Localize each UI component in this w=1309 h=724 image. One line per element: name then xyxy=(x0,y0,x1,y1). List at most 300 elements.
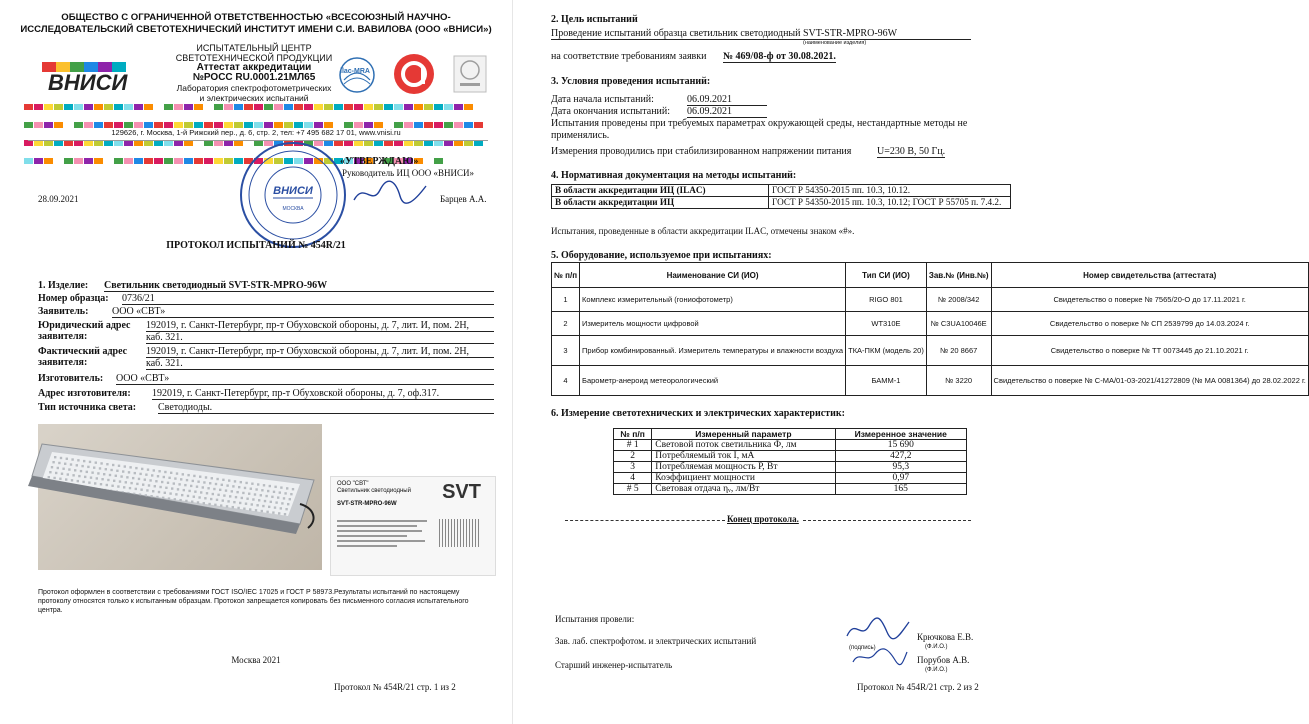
measurement-value: 165 xyxy=(835,484,966,495)
led-dot xyxy=(74,469,76,471)
led-dot xyxy=(241,497,243,499)
led-dot xyxy=(290,493,292,495)
led-dot xyxy=(126,476,128,478)
equipment-cert: Свидетельство о поверке № СП 2539799 до 14.03.2024 г. xyxy=(991,312,1308,336)
led-dot xyxy=(183,489,185,491)
item-value: Светильник светодиодный SVT-STR-MPRO-96W xyxy=(104,280,494,292)
led-dot xyxy=(250,488,252,490)
led-dot xyxy=(171,487,173,489)
led-dot xyxy=(231,490,233,492)
normative-area: В области аккредитации ИЦ xyxy=(552,197,769,209)
legal-address-value xyxy=(146,320,494,344)
led-dot xyxy=(48,476,50,478)
led-dot xyxy=(177,488,179,490)
led-dot xyxy=(179,499,181,501)
led-dot xyxy=(135,488,137,490)
led-dot xyxy=(192,480,194,482)
led-dot xyxy=(112,464,114,466)
led-dot xyxy=(180,478,182,480)
led-dot xyxy=(188,490,190,492)
led-dot xyxy=(128,471,130,473)
led-dot xyxy=(187,495,189,497)
equipment-type: ТКА-ПКМ (модель 20) xyxy=(846,336,927,366)
equipment-name: Прибор комбинированный. Измеритель температуры и влажности воздуха xyxy=(580,336,846,366)
applicant-label: Заявитель: xyxy=(38,306,89,317)
led-dot xyxy=(175,493,177,495)
lab-line-1: Лаборатория спектрофотометрических xyxy=(176,83,332,93)
legal-address-line-1: 192019, г. Санкт-Петербург, пр-т Обуховской обороны, д. 7, лит. И, пом. 2Н, xyxy=(146,320,494,332)
led-dot xyxy=(279,491,281,493)
led-dot xyxy=(267,490,269,492)
measurement-number: 2 xyxy=(614,451,652,462)
logo-text: ВНИСИ xyxy=(48,70,128,95)
led-dot xyxy=(152,490,154,492)
led-dot xyxy=(80,470,82,472)
led-dot xyxy=(109,474,111,476)
city-year: Москва 2021 xyxy=(231,655,281,665)
led-dot xyxy=(144,478,146,480)
item-label: 1. Изделие: xyxy=(38,280,89,291)
led-dot xyxy=(245,482,247,484)
equipment-name: Барометр-анероид метеорологический xyxy=(580,366,846,396)
led-dot xyxy=(277,496,279,498)
accreditation-label: Аттестат аккредитации xyxy=(196,62,312,73)
led-dot xyxy=(196,486,198,488)
led-dot xyxy=(110,469,112,471)
led-dot xyxy=(105,468,107,470)
led-dot xyxy=(125,481,127,483)
led-dot xyxy=(239,502,241,504)
applicant-value: ООО «СВТ» xyxy=(112,306,494,318)
led-dot xyxy=(280,486,282,488)
box-label-model: SVT-STR-MPRO-96W xyxy=(337,501,397,507)
led-dot xyxy=(124,465,126,467)
end-date-value: 06.09.2021 xyxy=(687,106,767,118)
box-label-specs xyxy=(337,517,437,550)
led-dot xyxy=(181,494,183,496)
led-dot xyxy=(138,478,140,480)
led-dot xyxy=(165,487,167,489)
led-dot xyxy=(198,496,200,498)
led-dot xyxy=(146,489,148,491)
led-dot xyxy=(99,467,101,469)
page-2 xyxy=(512,0,1306,724)
led-dot xyxy=(213,488,215,490)
led-dot xyxy=(234,480,236,482)
approver-name: Барцев А.А. xyxy=(440,194,487,204)
equipment-n: 4 xyxy=(552,366,580,396)
measurement-number: 4 xyxy=(614,473,652,484)
equipment-row xyxy=(552,336,1309,366)
led-dot xyxy=(245,503,247,505)
led-dot xyxy=(186,479,188,481)
led-dot xyxy=(103,473,105,475)
measurement-parameter: Потребляемый ток I, мА xyxy=(652,451,835,462)
led-dot xyxy=(244,487,246,489)
conducted-label: Испытания провели: xyxy=(555,614,635,624)
led-dot xyxy=(151,474,153,476)
led-dot xyxy=(249,508,251,510)
led-dot xyxy=(119,480,121,482)
led-dot xyxy=(62,468,64,470)
signature-caption-1: (подпись) xyxy=(849,645,876,651)
led-dot xyxy=(174,477,176,479)
led-dot xyxy=(222,479,224,481)
actual-address-label xyxy=(38,346,127,368)
maker-address-value: 192019, г. Санкт-Петербург, пр-т Обуховской обороны, д. 7, оф.317. xyxy=(152,388,494,400)
measurement-number: # 1 xyxy=(614,440,652,451)
equipment-serial: № 2008/342 xyxy=(926,288,991,312)
led-dot xyxy=(76,464,78,466)
led-dot xyxy=(132,477,134,479)
led-dot xyxy=(271,496,273,498)
led-dot xyxy=(225,489,227,491)
led-dot xyxy=(100,462,102,464)
led-dot xyxy=(82,481,84,483)
led-dot xyxy=(285,508,287,510)
approver-signature xyxy=(350,178,430,208)
led-dot xyxy=(118,465,120,467)
maker-address-label: Адрес изготовителя: xyxy=(38,388,131,399)
equipment-header: Зав.№ (Инв.№) xyxy=(926,263,991,288)
led-dot xyxy=(216,478,218,480)
led-dot xyxy=(51,466,53,468)
led-dot xyxy=(91,471,93,473)
led-dot xyxy=(274,506,276,508)
led-dot xyxy=(208,503,210,505)
led-dot xyxy=(66,458,68,460)
normative-row xyxy=(552,197,1011,209)
led-dot xyxy=(255,509,257,511)
conditions-line-1: Испытания проведены при требуемых параметрах окружающей среды, нестандартные методы не xyxy=(551,118,968,129)
led-dot xyxy=(257,483,259,485)
led-dot xyxy=(233,501,235,503)
measurement-number: # 5 xyxy=(614,484,652,495)
led-dot xyxy=(222,499,224,501)
led-dot xyxy=(193,496,195,498)
svg-text:МОСКВА: МОСКВА xyxy=(282,206,304,212)
led-dot xyxy=(289,498,291,500)
led-dot xyxy=(232,485,234,487)
led-dot xyxy=(229,495,231,497)
legal-address-label-1: Юридический адрес xyxy=(38,320,131,331)
led-dot xyxy=(221,484,223,486)
led-dot xyxy=(269,485,271,487)
led-dot xyxy=(204,497,206,499)
led-dot xyxy=(214,504,216,506)
led-dot xyxy=(86,471,88,473)
led-dot xyxy=(207,487,209,489)
led-dot xyxy=(88,481,90,483)
led-dot xyxy=(142,483,144,485)
purpose-line-2: на соответствие требованиям заявки xyxy=(551,51,707,62)
section-2-title: 2. Цель испытаний xyxy=(551,14,638,25)
center-line-2: СВЕТОТЕХНИЧЕСКОЙ ПРОДУКЦИИ xyxy=(175,53,333,63)
signature-2 xyxy=(849,646,909,668)
led-dot xyxy=(81,465,83,467)
led-dot xyxy=(67,473,69,475)
equipment-table xyxy=(551,262,1309,396)
box-label-org: ООО "СВТ" xyxy=(337,481,369,487)
led-dot xyxy=(135,467,137,469)
led-dot xyxy=(184,484,186,486)
led-dot xyxy=(156,496,158,498)
led-dot xyxy=(202,486,204,488)
equipment-cert: Свидетельство о поверке № С-МА/01-03-2021/41272809 (№ МА 0081364) до 28.02.2022 г. xyxy=(991,366,1308,396)
led-dot xyxy=(252,498,254,500)
led-dot xyxy=(226,505,228,507)
led-dot xyxy=(65,478,67,480)
led-dot xyxy=(170,472,172,474)
end-line-left xyxy=(565,520,725,521)
led-dot xyxy=(209,482,211,484)
led-dot xyxy=(187,474,189,476)
equipment-name: Измеритель мощности цифровой xyxy=(580,312,846,336)
led-dot xyxy=(93,466,95,468)
led-dot xyxy=(120,475,122,477)
led-dot xyxy=(58,462,60,464)
led-dot xyxy=(266,511,268,513)
equipment-type: WT310E xyxy=(846,312,927,336)
led-dot xyxy=(115,475,117,477)
sample-value: 0736/21 xyxy=(122,293,494,305)
led-dot xyxy=(280,507,282,509)
led-dot xyxy=(139,473,141,475)
equipment-serial: № C3UA10046E xyxy=(926,312,991,336)
led-dot xyxy=(113,480,115,482)
measurement-row xyxy=(614,473,967,484)
page-1-number: Протокол № 454R/21 стр. 1 из 2 xyxy=(334,682,456,692)
led-dot xyxy=(262,505,264,507)
led-dot xyxy=(123,486,125,488)
led-dot xyxy=(154,485,156,487)
decorative-color-strip xyxy=(24,98,490,124)
legal-address-label-2: заявителя: xyxy=(38,331,88,342)
led-dot xyxy=(77,480,79,482)
led-dot xyxy=(72,474,74,476)
legal-address-line-2: каб. 321. xyxy=(146,332,494,344)
led-dot xyxy=(203,502,205,504)
led-dot xyxy=(173,482,175,484)
led-dot xyxy=(53,477,55,479)
led-dot xyxy=(140,488,142,490)
center-info xyxy=(174,43,334,103)
led-dot xyxy=(90,476,92,478)
led-dot xyxy=(274,486,276,488)
purpose-line: Проведение испытаний образца светильник светодиодный SVT-STR-MPRO-96W xyxy=(551,28,971,40)
name-1: Крючкова Е.В. xyxy=(917,632,974,642)
start-date-value: 06.09.2021 xyxy=(687,94,767,106)
measurement-row xyxy=(614,440,967,451)
equipment-cert: Свидетельство о поверке № 7565/20-О до 17.11.2021 г. xyxy=(991,288,1308,312)
led-dot xyxy=(150,495,152,497)
led-dot xyxy=(64,463,66,465)
led-dot xyxy=(238,486,240,488)
order-number: № 469/08-ф от 30.08.2021. xyxy=(723,51,836,62)
equipment-serial: № 20 8667 xyxy=(926,336,991,366)
actual-address-label-1: Фактический адрес xyxy=(38,346,128,357)
approve-title: «УТВЕРЖДАЮ» xyxy=(340,156,419,167)
led-dot xyxy=(185,500,187,502)
organization-address: 129626, г. Москва, 1-й Рижский пер., д. 6, стр. 2, тел: +7 495 682 17 01, www.vnisi.ru xyxy=(111,128,401,137)
led-dot xyxy=(210,498,212,500)
led-dot xyxy=(106,463,108,465)
light-source-label: Тип источника света: xyxy=(38,402,137,413)
led-dot xyxy=(59,478,61,480)
legal-address-label xyxy=(38,320,130,342)
led-dot xyxy=(116,470,118,472)
measurement-header: Измеренный параметр xyxy=(652,429,835,440)
led-dot xyxy=(162,497,164,499)
normative-document: ГОСТ Р 54350-2015 пп. 10.3, 10.12; ГОСТ Р 55705 п. 7.4.2. xyxy=(769,197,1011,209)
normative-row xyxy=(552,185,1011,197)
led-dot xyxy=(270,501,272,503)
vnisi-logo xyxy=(40,56,140,96)
led-dot xyxy=(157,475,159,477)
led-dot xyxy=(203,481,205,483)
led-dot xyxy=(111,485,113,487)
ilac-note: Испытания, проведенные в области аккредитации ILAC, отмечены знаком «#». xyxy=(551,226,855,236)
ilac-mra-logo xyxy=(338,56,376,94)
led-dot xyxy=(226,484,228,486)
led-dot xyxy=(227,500,229,502)
led-dot xyxy=(122,470,124,472)
measurement-row xyxy=(614,462,967,473)
led-dot xyxy=(191,501,193,503)
led-dot xyxy=(70,463,72,465)
led-dot xyxy=(216,499,218,501)
led-dot xyxy=(190,485,192,487)
section-6-title: 6. Измерение светотехнических и электрических характеристик: xyxy=(551,408,845,419)
led-dot xyxy=(261,510,263,512)
measurement-parameter: Коэффициент мощности xyxy=(652,473,835,484)
led-dot xyxy=(129,466,131,468)
led-dot xyxy=(55,472,57,474)
measurement-value: 15 690 xyxy=(835,440,966,451)
led-dot xyxy=(147,468,149,470)
equipment-n: 2 xyxy=(552,312,580,336)
protocol-date: 28.09.2021 xyxy=(38,194,79,204)
section-3-title: 3. Условия проведения испытаний: xyxy=(551,76,711,87)
led-dot xyxy=(117,485,119,487)
led-dot xyxy=(200,491,202,493)
led-dot xyxy=(240,481,242,483)
led-dot xyxy=(158,491,160,493)
measurement-value: 427,2 xyxy=(835,451,966,462)
led-dot xyxy=(61,473,63,475)
led-dot xyxy=(264,500,266,502)
led-dot xyxy=(89,461,91,463)
led-dot xyxy=(164,492,166,494)
page-2-number: Протокол № 454R/21 стр. 2 из 2 xyxy=(857,682,979,692)
led-dot xyxy=(265,495,267,497)
name-2: Порубов А.В. xyxy=(917,655,970,665)
sample-label: Номер образца: xyxy=(38,293,109,304)
led-dot xyxy=(84,476,86,478)
led-dot xyxy=(251,503,253,505)
led-dot xyxy=(141,468,143,470)
maker-label: Изготовитель: xyxy=(38,373,104,384)
led-dot xyxy=(60,457,62,459)
led-dot xyxy=(57,467,59,469)
led-dot xyxy=(153,469,155,471)
page-1 xyxy=(0,0,512,724)
fio-caption-2: (Ф.И.О.) xyxy=(925,667,948,673)
led-dot xyxy=(54,456,56,458)
led-dot xyxy=(278,512,280,514)
led-dot xyxy=(283,497,285,499)
led-dot xyxy=(155,480,157,482)
led-dot xyxy=(197,481,199,483)
led-dot xyxy=(237,507,239,509)
led-dot xyxy=(273,491,275,493)
led-dot xyxy=(83,460,85,462)
organization-stamp xyxy=(238,140,348,250)
led-dot xyxy=(197,501,199,503)
svg-text:ВНИСИ: ВНИСИ xyxy=(273,185,313,197)
equipment-header: № п/п xyxy=(552,263,580,288)
led-dot xyxy=(78,475,80,477)
role-2: Старший инженер-испытатель xyxy=(555,660,673,670)
led-dot xyxy=(236,491,238,493)
led-dot xyxy=(49,471,51,473)
end-of-protocol: Конец протокола. xyxy=(727,514,799,524)
signature-1 xyxy=(843,616,913,642)
actual-address-line-1: 192019, г. Санкт-Петербург, пр-т Обуховской обороны, д. 7, лит. И, пом. 2Н, xyxy=(146,346,494,358)
actual-address-value xyxy=(146,346,494,370)
led-dot xyxy=(256,504,258,506)
led-dot xyxy=(246,498,248,500)
measurement-parameter: Световой поток светильника Ф, лм xyxy=(652,440,835,451)
center-line-1: ИСПЫТАТЕЛЬНЫЙ ЦЕНТР xyxy=(196,43,312,53)
equipment-name: Комплекс измерительный (гониофотометр) xyxy=(580,288,846,312)
normative-document: ГОСТ Р 54350-2015 пп. 10.3, 10.12. xyxy=(769,185,1011,197)
equipment-n: 3 xyxy=(552,336,580,366)
led-dot xyxy=(284,492,286,494)
led-dot xyxy=(158,470,160,472)
fio-caption-1: (Ф.И.О.) xyxy=(925,644,948,650)
product-photo xyxy=(38,424,322,570)
product-box-label xyxy=(330,476,496,576)
equipment-header: Наименование СИ (ИО) xyxy=(580,263,846,288)
certification-seal-icon xyxy=(452,54,488,94)
equipment-n: 1 xyxy=(552,288,580,312)
normative-area: В области аккредитации ИЦ (ILAC) xyxy=(552,185,769,197)
measurement-parameter: Потребляемая мощность P, Вт xyxy=(652,462,835,473)
led-dot xyxy=(136,483,138,485)
equipment-type: БАММ-1 xyxy=(846,366,927,396)
equipment-row xyxy=(552,366,1309,396)
equipment-cert: Свидетельство о поверке № ТТ 0073445 до 21.10.2021 г. xyxy=(991,336,1308,366)
protocol-footnote: Протокол оформлен в соответствии с требованиями ГОСТ ISO/IEC 17025 и ГОСТ Р 58973.Результаты испытаний по настоящему протоколу относятся только к испытанным образцам. Протокол запрещается копировать без письменного согласия испытательного центра. xyxy=(38,589,469,614)
measurement-parameter: Световая отдача ηᵥ, лм/Вт xyxy=(652,484,835,495)
led-dot xyxy=(194,491,196,493)
role-1: Зав. лаб. спектрофотом. и электрических испытаний xyxy=(555,636,757,646)
normative-table xyxy=(551,184,1011,209)
led-dot xyxy=(206,492,208,494)
led-dot xyxy=(182,473,184,475)
led-dot xyxy=(71,479,73,481)
led-dot xyxy=(87,466,89,468)
led-dot xyxy=(199,476,201,478)
led-dot xyxy=(281,502,283,504)
led-dot xyxy=(148,484,150,486)
protocol-title: ПРОТОКОЛ ИСПЫТАНИЙ № 454R/21 xyxy=(166,240,346,251)
led-dot xyxy=(220,504,222,506)
led-dot xyxy=(275,501,277,503)
led-dot xyxy=(212,493,214,495)
led-dot xyxy=(97,472,99,474)
